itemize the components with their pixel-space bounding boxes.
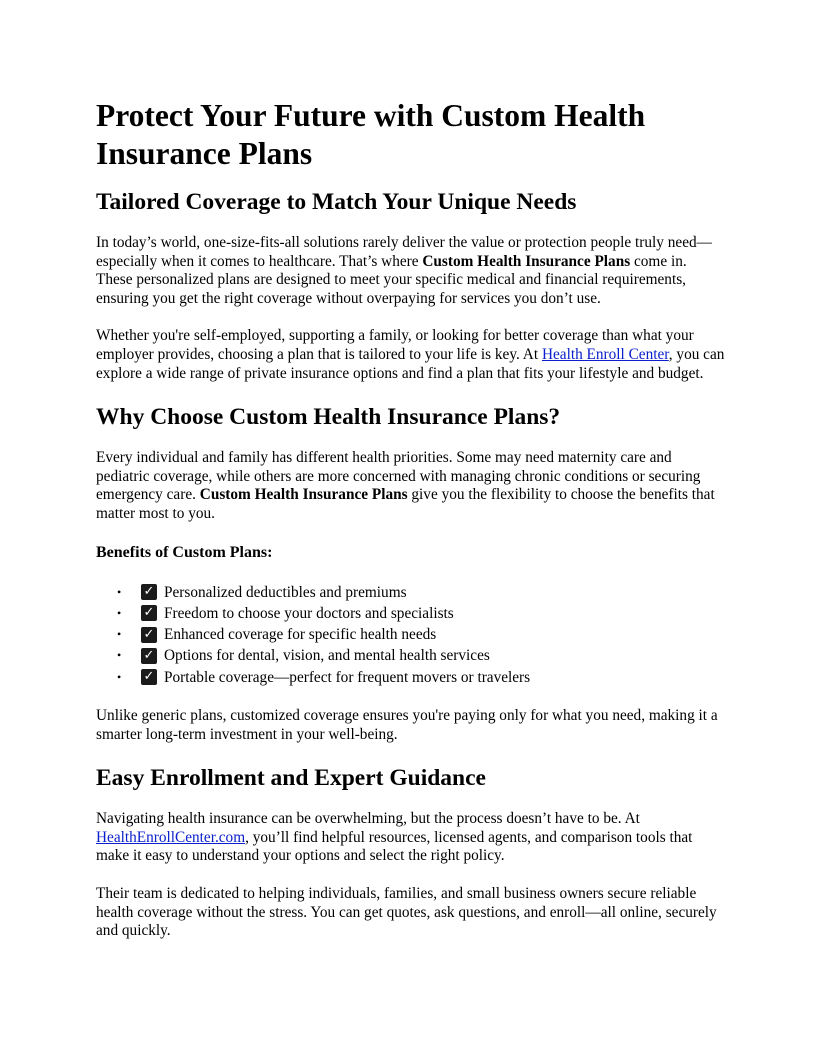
bold-plan-name: Custom Health Insurance Plans xyxy=(199,486,408,504)
checkmark-icon: ✓ xyxy=(141,584,157,600)
bullet-icon: • xyxy=(117,605,122,620)
enroll-heading: Easy Enrollment and Expert Guidance xyxy=(96,765,486,792)
bullet-icon: • xyxy=(117,627,122,642)
checkmark-icon: ✓ xyxy=(141,605,157,621)
bold-plan-name: Custom Health Insurance Plans xyxy=(422,252,631,270)
enroll-paragraph-2: Their team is dedicated to helping individuals, families, and small business owners secure reliable health coverage without the stress. You can get quotes, ask questions, and enroll—all online, securely and quickly. xyxy=(96,884,717,940)
benefits-heading: Benefits of Custom Plans: xyxy=(96,543,273,561)
why-heading: Why Choose Custom Health Insurance Plans? xyxy=(96,404,561,431)
benefits-summary-paragraph: Unlike generic plans, customized coverage ensures you're paying only for what you need, making it a smarter long-term investment in your well-being. xyxy=(96,707,718,743)
list-item: • ✓ Options for dental, vision, and mental health services xyxy=(96,645,726,666)
list-item: • ✓ Enhanced coverage for specific health needs xyxy=(96,624,726,645)
checkmark-icon: ✓ xyxy=(141,669,157,685)
why-paragraph: Every individual and family has different health priorities. Some may need maternity care and pediatric coverage, while others are more concerned with managing chronic conditions or securing emergency care. Custom Health Insurance Plans give you the flexibility to choose the benefits that matter most to you. xyxy=(96,449,715,522)
intro-paragraph-2: Whether you're self-employed, supporting a family, or looking for better coverage than what your employer provides, choosing a plan that is tailored to your life is key. At Health Enroll Center, you can explore a wide range of private insurance options and find a plan that fits your lifestyle and budget. xyxy=(96,327,725,382)
checkmark-icon: ✓ xyxy=(141,648,157,664)
bullet-icon: • xyxy=(117,648,122,663)
intro-paragraph-1: In today’s world, one-size-fits-all solutions rarely deliver the value or protection people truly need—especially when it comes to healthcare. That’s where Custom Health Insurance Plans come in. These personalized plans are designed to meet your specific medical and financial requirements, ensuring you get the right coverage without overpaying for services you don’t use. xyxy=(96,234,712,307)
list-item: • ✓ Portable coverage—perfect for frequent movers or travelers xyxy=(96,667,726,688)
enroll-paragraph-1: Navigating health insurance can be overwhelming, but the process doesn’t have to be. At HealthEnrollCenter.com, you’ll find helpful resources, licensed agents, and comparison tools that make it easy to understand your options and select the right policy. xyxy=(96,810,693,865)
page-title: Protect Your Future with Custom Health Insurance Plans xyxy=(96,98,646,171)
list-item: • ✓ Personalized deductibles and premiums xyxy=(96,582,726,603)
intro-heading: Tailored Coverage to Match Your Unique Needs xyxy=(96,189,577,215)
bullet-icon: • xyxy=(117,584,122,599)
health-enroll-center-link[interactable]: Health Enroll Center xyxy=(541,345,669,363)
checkmark-icon: ✓ xyxy=(141,627,157,643)
benefits-list xyxy=(96,582,726,688)
bullet-icon: • xyxy=(117,669,122,684)
article xyxy=(96,97,726,960)
healthenrollcenter-com-link[interactable]: HealthEnrollCenter.com xyxy=(96,828,246,846)
list-item: • ✓ Freedom to choose your doctors and specialists xyxy=(96,603,726,624)
